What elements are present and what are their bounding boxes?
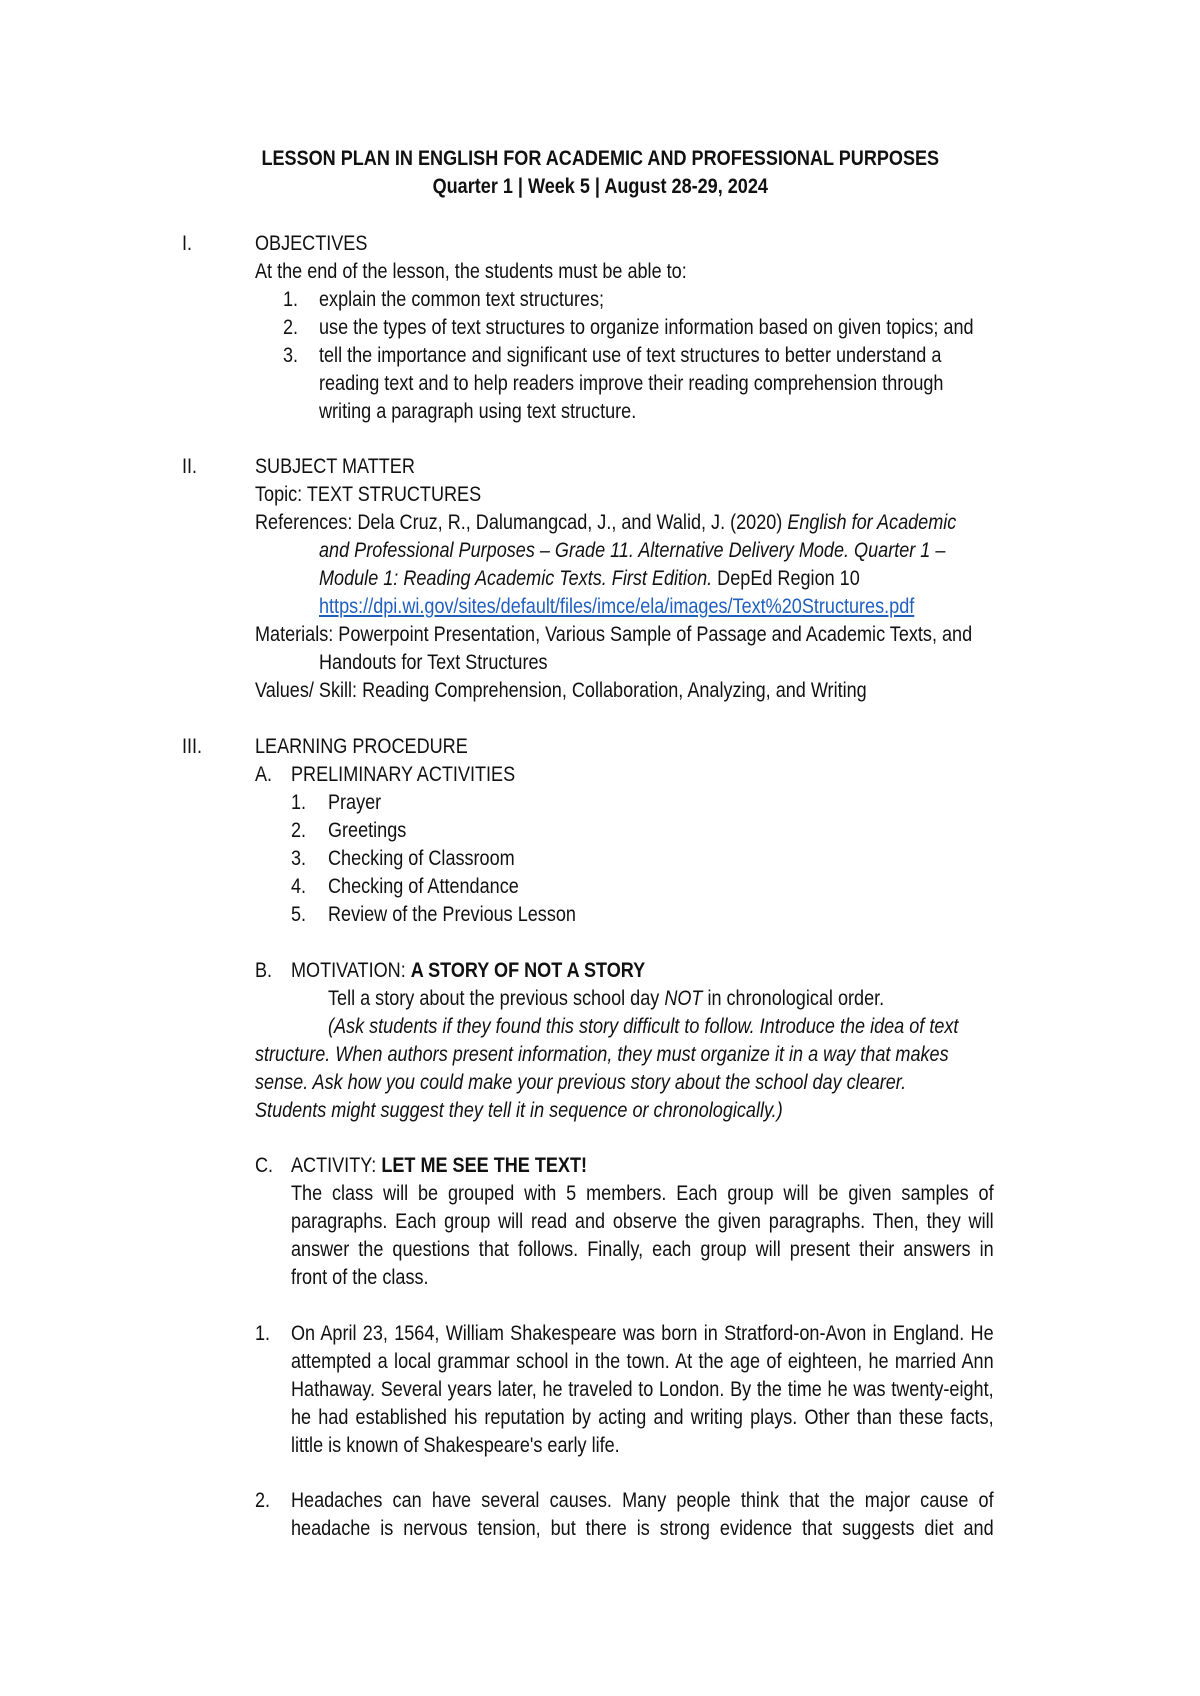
objective-text: use the types of text structures to organize information based on given topics; and [319, 316, 974, 339]
objectives-intro: At the end of the lesson, the students must be able to: [255, 260, 687, 283]
prelim-item: Prayer [328, 791, 382, 814]
prelim-number: 1. [291, 791, 307, 814]
paragraph-line: he had established his reputation by acting and writing plays. Other than these facts, [291, 1406, 994, 1429]
objective-number: 3. [283, 344, 299, 367]
paragraph-line: attempted a local grammar school in the town. At the age of eighteen, he married Ann [291, 1350, 994, 1373]
prelim-number: 5. [291, 903, 307, 926]
paragraph-number: 1. [255, 1322, 271, 1345]
prelim-item: Greetings [328, 819, 407, 842]
paragraph-line: Headaches can have several causes. Many people think that the major cause of [291, 1489, 994, 1512]
references-line: Module 1: Reading Academic Texts. First Edition. DepEd Region 10 [319, 567, 860, 590]
objective-number: 1. [283, 288, 299, 311]
materials-line: Handouts for Text Structures [319, 651, 548, 674]
procedure-heading: LEARNING PROCEDURE [255, 735, 468, 758]
objectives-heading: OBJECTIVES [255, 232, 368, 255]
motivation-note: structure. When authors present information, they must organize it in a way that makes [255, 1043, 949, 1066]
references-line: and Professional Purposes – Grade 11. Alternative Delivery Mode. Quarter 1 – [319, 539, 946, 562]
page-subtitle: Quarter 1 | Week 5 | August 28-29, 2024 [432, 175, 768, 198]
motivation-note: Students might suggest they tell it in sequence or chronologically.) [255, 1099, 783, 1122]
motivation-heading: MOTIVATION: A STORY OF NOT A STORY [291, 959, 646, 982]
activity-line: The class will be grouped with 5 members. Each group will be given samples of [291, 1182, 994, 1205]
activity-line: answer the questions that follows. Finally, each group will present their answers in [291, 1238, 994, 1261]
paragraph-number: 2. [255, 1489, 271, 1512]
subject-matter-heading: SUBJECT MATTER [255, 455, 415, 478]
objective-text: writing a paragraph using text structure. [319, 400, 637, 423]
prelim-number: 2. [291, 819, 307, 842]
prelim-item: Review of the Previous Lesson [328, 903, 576, 926]
paragraph-line: On April 23, 1564, William Shakespeare was born in Stratford-on-Avon in England. He [291, 1322, 994, 1345]
paragraph-line: Hathaway. Several years later, he traveled to London. By the time he was twenty-eight, [291, 1378, 994, 1401]
topic-line: Topic: TEXT STRUCTURES [255, 483, 482, 506]
subsection-letter: A. [255, 763, 273, 786]
references-line: References: Dela Cruz, R., Dalumangcad, J., and Walid, J. (2020) English for Academic [255, 511, 957, 534]
motivation-note: (Ask students if they found this story difficult to follow. Introduce the idea of text [328, 1015, 959, 1038]
motivation-line: Tell a story about the previous school day NOT in chronological order. [328, 987, 885, 1010]
prelim-item: Checking of Attendance [328, 875, 519, 898]
activity-line: front of the class. [291, 1266, 429, 1289]
motivation-note: sense. Ask how you could make your previous story about the school day clearer. [255, 1071, 907, 1094]
objective-text: explain the common text structures; [319, 288, 605, 311]
section-numeral-3: III. [182, 735, 203, 758]
paragraph-line: headache is nervous tension, but there is strong evidence that suggests diet and [291, 1517, 994, 1540]
prelim-number: 4. [291, 875, 307, 898]
reference-link[interactable]: https://dpi.wi.gov/sites/default/files/imce/ela/images/Text%20Structures.pdf [319, 595, 915, 618]
paragraph-line: little is known of Shakespeare's early life. [291, 1434, 620, 1457]
activity-line: paragraphs. Each group will read and observe the given paragraphs. Then, they will [291, 1210, 994, 1233]
materials-line: Materials: Powerpoint Presentation, Various Sample of Passage and Academic Texts, and [255, 623, 973, 646]
page-title: LESSON PLAN IN ENGLISH FOR ACADEMIC AND PROFESSIONAL PURPOSES [261, 147, 940, 170]
activity-heading: ACTIVITY: LET ME SEE THE TEXT! [291, 1154, 588, 1177]
subsection-letter: B. [255, 959, 273, 982]
section-numeral-1: I. [182, 232, 193, 255]
values-line: Values/ Skill: Reading Comprehension, Collaboration, Analyzing, and Writing [255, 679, 867, 702]
objective-text: tell the importance and significant use of text structures to better understand a [319, 344, 942, 367]
prelim-number: 3. [291, 847, 307, 870]
objective-number: 2. [283, 316, 299, 339]
subsection-letter: C. [255, 1154, 274, 1177]
section-numeral-2: II. [182, 455, 198, 478]
objective-text: reading text and to help readers improve their reading comprehension through [319, 372, 944, 395]
prelim-item: Checking of Classroom [328, 847, 515, 870]
prelim-heading: PRELIMINARY ACTIVITIES [291, 763, 516, 786]
